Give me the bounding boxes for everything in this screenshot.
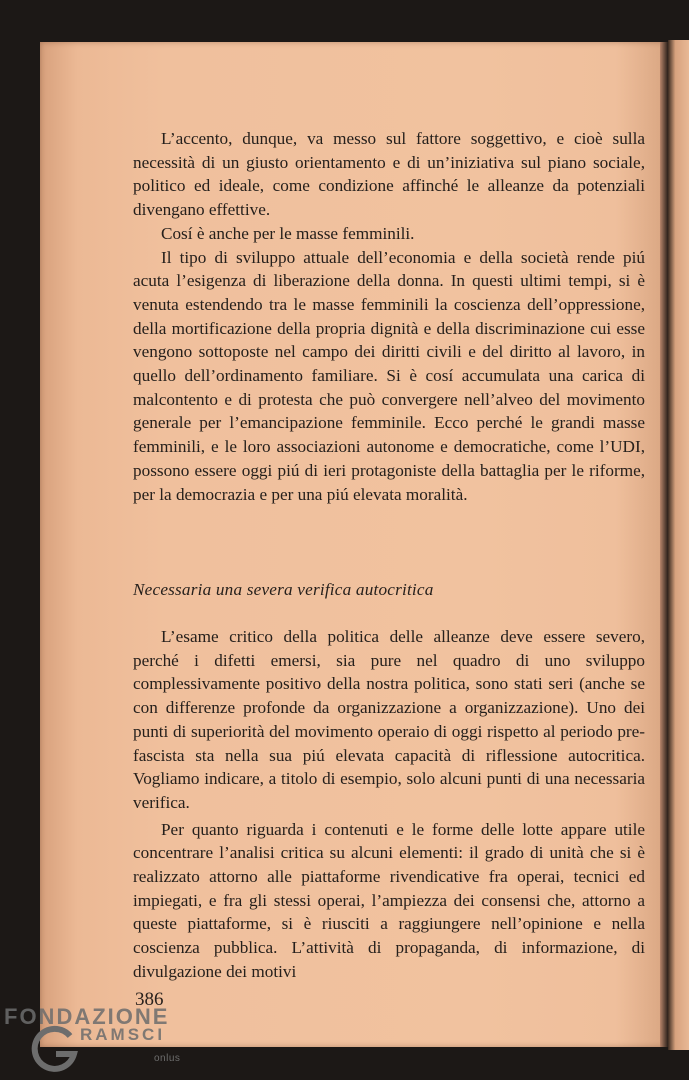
fondazione-gramsci-watermark [4, 1000, 204, 1080]
body-text-bottom [133, 625, 645, 984]
paragraph-2: Cosí è anche per le masse femminili. [161, 223, 415, 243]
watermark-title: FONDAZIONE [4, 1004, 170, 1029]
body-text-top [133, 127, 645, 506]
watermark-subtitle: RAMSCI [80, 1025, 166, 1044]
page-gutter [660, 42, 668, 1047]
watermark-onlus: onlus [154, 1053, 181, 1064]
paragraph-5: Per quanto riguarda i contenuti e le forme delle lotte appare utile concentrare l’analisi critica su alcuni elementi: il grado di unità che si è realizzato attorno alle piattaforme rivendicative fra operai, tecnici ed impiegati, e fra gli stessi operai, l’ampiezza dei consensi che, attorno a queste piattaforme, si è riusciti a raggiungere nell’opinione e nella coscienza pubblica. L’attività di propaganda, di informazione, di divulgazione dei motivi [133, 819, 645, 981]
facing-page-edge [668, 40, 689, 1050]
section-heading: Necessaria una severa verifica autocritica [133, 580, 434, 599]
paragraph-4: L’esame critico della politica delle alleanze deve essere severo, perché i difetti emersi, sia pure nel quadro di uno sviluppo complessivamente positivo della nostra politica, sono stati seri (anche se con differenze profonde da organizzazione a organizzazione). Uno dei punti di superiorità del movimento operaio di oggi rispetto al periodo pre-fascista sta nella sua piú elevata capacità di riflessione autocritica. Vogliamo indicare, a titolo di esempio, solo alcuni punti di una necessaria verifica. [133, 627, 645, 812]
paragraph-1: L’accento, dunque, va messo sul fattore soggettivo, e cioè sulla necessità di un giusto orientamento e di un’iniziativa sul piano sociale, politico ed ideale, come condizione affinché le alleanze da potenziali divengano effettive. [133, 129, 645, 220]
gramsci-g-logo-icon [30, 1024, 80, 1076]
page-number: 386 [135, 989, 164, 1010]
paragraph-3: Il tipo di sviluppo attuale dell’economia e della società rende piú acuta l’esigenza di liberazione della donna. In questi ultimi tempi, si è venuta estendendo tra le masse femminili la coscienza dell’oppressione, della mortificazione della propria dignità e della discriminazione cui esse vengono sottoposte nel campo dei diritti civili e del diritto al lavoro, in quello dell’ordinamento familiare. Si è cosí accumulata una carica di malcontento e di protesta che può convergere nell’alveo del movimento generale per l’emancipazione femminile. Ecco perché le grandi masse femminili, e le loro associazioni autonome e democratiche, come l’UDI, possono essere oggi piú di ieri protagoniste della battaglia per le riforme, per la democrazia e per una piú elevata moralità. [133, 247, 645, 504]
